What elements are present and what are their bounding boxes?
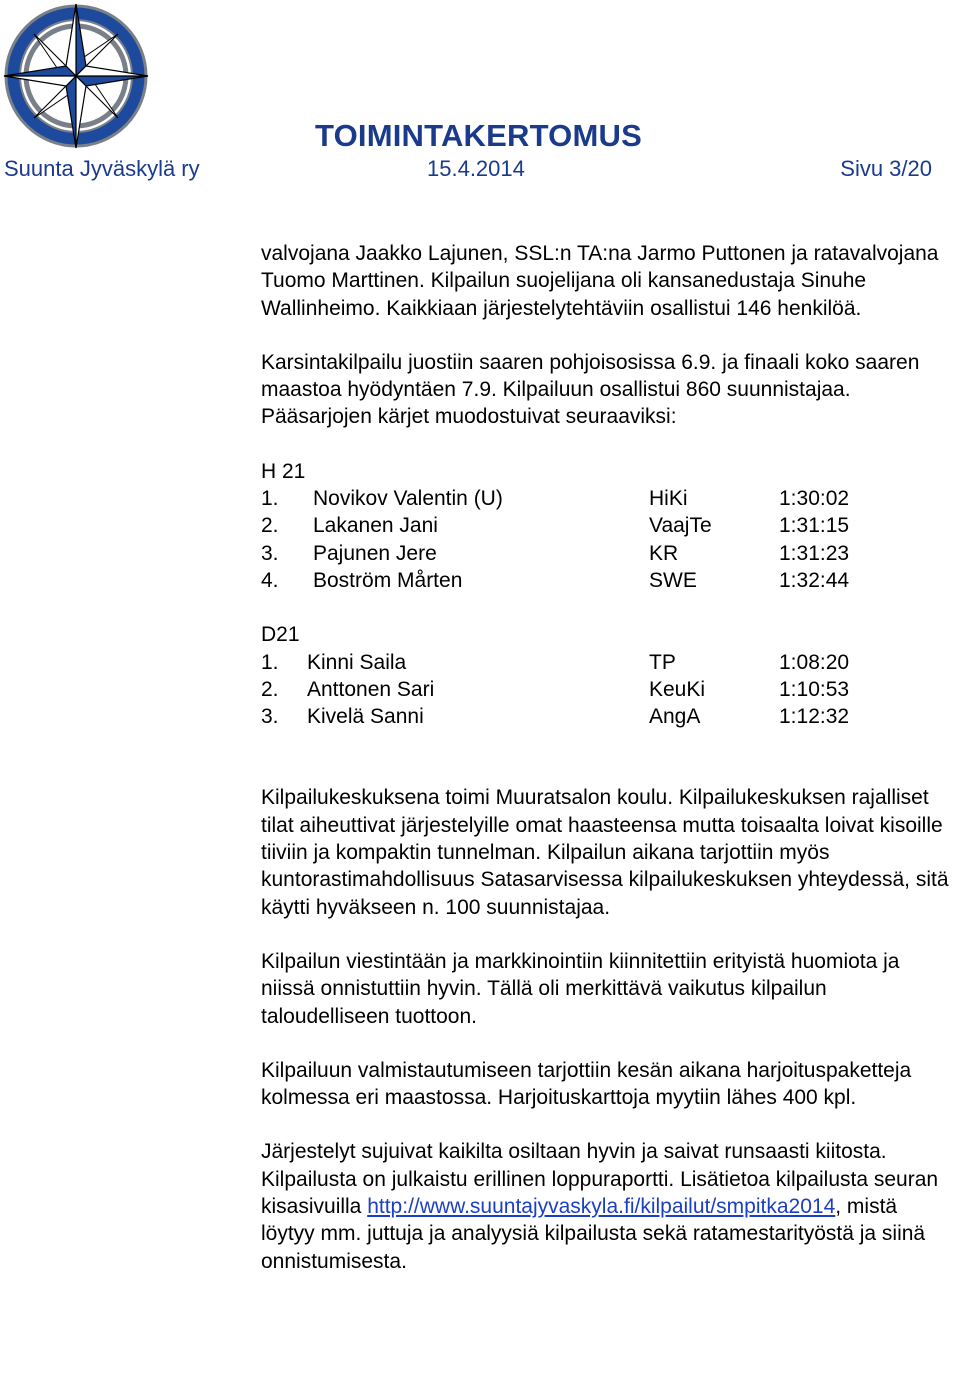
- document-body: [261, 240, 951, 1275]
- result-time: 1:12:32: [779, 705, 850, 729]
- result-row: [261, 703, 951, 730]
- summary-text-before: Järjestelyt sujuivat kaikilta osiltaan hyvin ja saivat runsaasti kiitosta. Kilpailusta on julkaistu erillinen loppuraportti. Lisätietoa kilpailusta seuran kisasivuilla: [261, 1140, 939, 1219]
- paragraph-training: Kilpailuun valmistautumiseen tarjottiin kesän aikana harjoituspaketteja kolmessa eri maastossa. Harjoituskarttoja myytiin lähes 400 kpl.: [261, 1058, 912, 1110]
- result-position: 2.: [261, 514, 279, 538]
- result-position: 3.: [261, 705, 279, 729]
- compass-rose-icon: [0, 0, 152, 152]
- result-row: [261, 676, 951, 703]
- result-club: TP: [649, 650, 676, 674]
- paragraph-competition-center: Kilpailukeskuksena toimi Muuratsalon koulu. Kilpailukeskuksen rajalliset tilat aiheuttivat järjestelyille omat haasteensa mutta toisaalta loivat kisoille tiiviin ja kompaktin tunnelman. Kilpailun aikana tarjottiin myös kuntorastimahdollisuus Satasarvisessa kilpailukeskuksen yhteydessä, sitä käytti hyväkseen n. 100 suunnistajaa.: [261, 786, 949, 919]
- result-club: AngA: [649, 705, 701, 729]
- results-d21: [261, 621, 951, 730]
- paragraph-competition: Karsintakilpailu juostiin saaren pohjoisosissa 6.9. ja finaali koko saaren maastoa hyödyntäen 7.9. Kilpailuun osallistui 860 suunnistajaa. Pääsarjojen kärjet muodostuivat seuraaviksi:: [261, 350, 920, 429]
- document-date: 15.4.2014: [427, 156, 525, 181]
- result-time: 1:10:53: [779, 677, 850, 701]
- result-name: Novikov Valentin (U): [313, 487, 503, 511]
- result-row: [261, 649, 951, 676]
- paragraph-officials: valvojana Jaakko Lajunen, SSL:n TA:na Jarmo Puttonen ja ratavalvojana Tuomo Marttinen. Kilpailun suojelijana oli kansanedustaja Sinuhe Wallinheimo. Kaikkiaan järjestelytehtäviin osallistui 146 henkilöä.: [261, 242, 939, 320]
- document-title: TOIMINTAKERTOMUS: [315, 118, 642, 153]
- result-time: 1:30:02: [779, 487, 850, 511]
- result-name: Kinni Saila: [307, 650, 407, 674]
- result-club: SWE: [649, 568, 697, 592]
- result-time: 1:08:20: [779, 650, 850, 674]
- paragraph-summary: [261, 1138, 951, 1274]
- results-heading-h21: H 21: [261, 459, 306, 483]
- result-club: VaajTe: [649, 514, 712, 538]
- result-row: [261, 567, 951, 594]
- result-position: 1.: [261, 650, 279, 674]
- page-number: Sivu 3/20: [840, 156, 932, 181]
- result-club: KR: [649, 541, 679, 565]
- result-position: 4.: [261, 568, 279, 592]
- result-position: 1.: [261, 487, 279, 511]
- result-position: 2.: [261, 677, 279, 701]
- organization-name: Suunta Jyväskylä ry: [4, 156, 200, 181]
- result-row: [261, 485, 951, 512]
- result-club: KeuKi: [649, 677, 706, 701]
- result-time: 1:31:23: [779, 541, 850, 565]
- result-time: 1:32:44: [779, 568, 850, 592]
- result-name: Kivelä Sanni: [307, 705, 424, 729]
- result-name: Anttonen Sari: [307, 677, 435, 701]
- result-club: HiKi: [649, 487, 688, 511]
- result-row: [261, 512, 951, 539]
- result-name: Lakanen Jani: [313, 514, 438, 538]
- paragraph-marketing: Kilpailun viestintään ja markkinointiin kiinnitettiin erityistä huomiota ja niissä onnistuttiin hyvin. Tällä oli merkittävä vaikutus kilpailun taloudelliseen tuottoon.: [261, 949, 900, 1028]
- results-heading-d21: D21: [261, 623, 300, 647]
- result-time: 1:31:15: [779, 514, 850, 538]
- summary-text-after: , mistä löytyy mm. juttuja ja analyysiä kilpailusta sekä ratamestarityöstä ja siinä onnistumisesta.: [261, 1195, 926, 1273]
- result-name: Pajunen Jere: [313, 541, 437, 565]
- result-row: [261, 540, 951, 567]
- result-position: 3.: [261, 541, 279, 565]
- results-h21: [261, 458, 951, 594]
- result-name: Boström Mårten: [313, 568, 463, 592]
- competition-website-link[interactable]: http://www.suuntajyvaskyla.fi/kilpailut/smpitka2014: [367, 1195, 836, 1219]
